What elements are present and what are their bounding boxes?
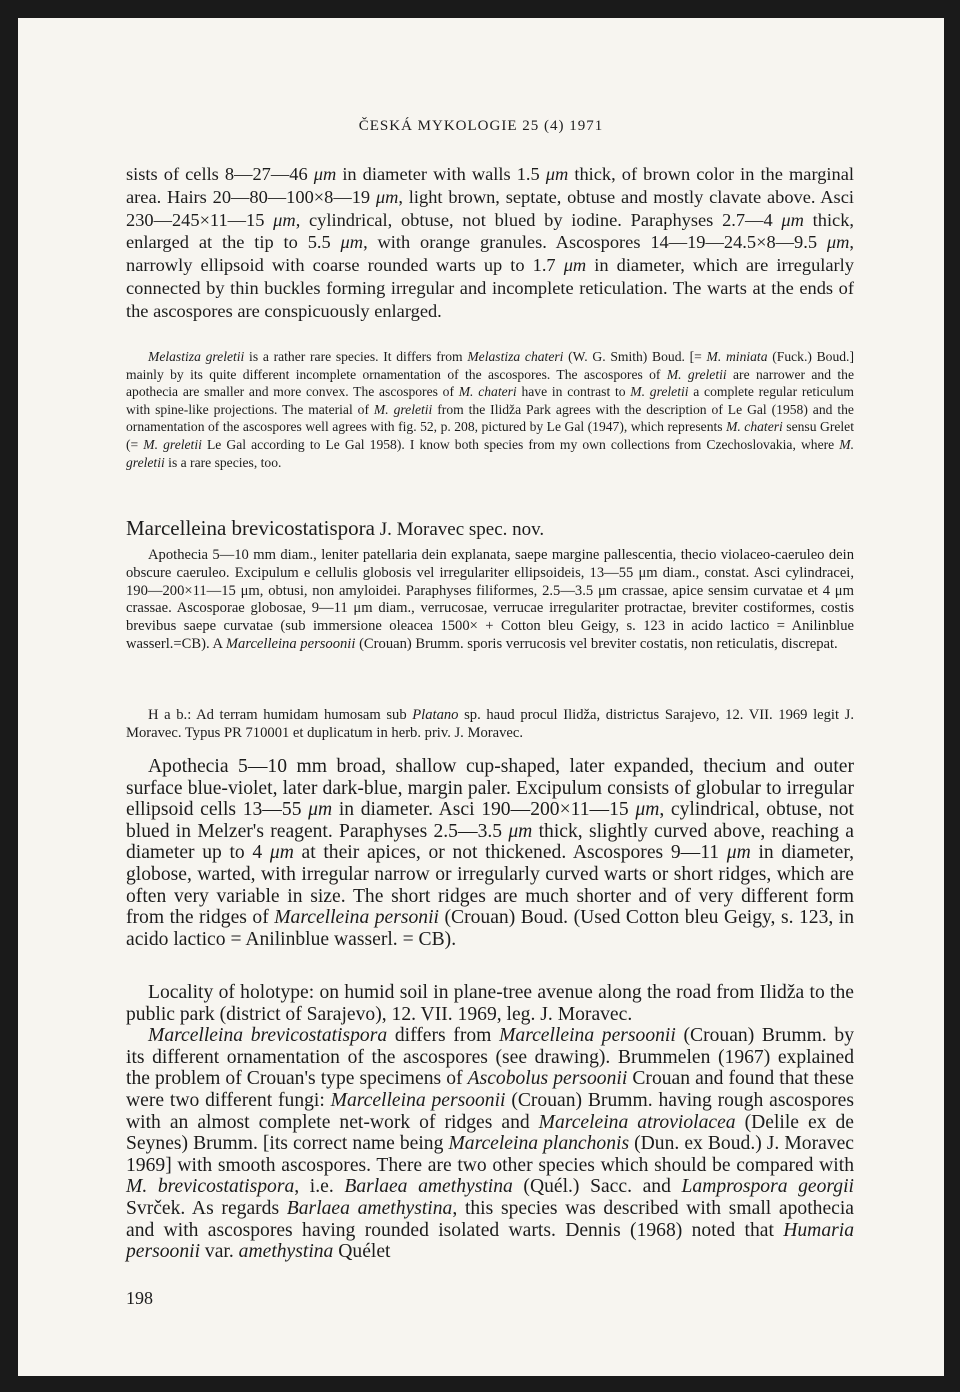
journal-page — [18, 18, 944, 1376]
species-note-paragraph: Melastiza greletii is a rather rare species. It differs from Melastiza chateri (W. G. Smith) Boud. [= M. miniata (Fuck.) Boud.] mainly by its quite different incomplete ornamentation of the ascospores. The ascospores of M. greletii are narrower and the apothecia are smaller and more convex. The ascospores of M. chateri have in contrast to M. greletii a complete regular reticulum with spine-like projections. The material of M. greletii from the Ilidža Park agrees with the description of Le Gal (1958) and the ornamentation of the ascospores well agrees with fig. 52, p. 208, pictured by Le Gal (1947), which represents M. chateri sensu Grelet (= M. greletii Le Gal according to Le Gal 1958). I know both species from my own collections from Czechoslovakia, where M. greletii is a rare species, too. — [126, 349, 854, 470]
discussion-paragraph: Marcelleina brevicostatispora differs from Marcelleina persoonii (Crouan) Brumm. by its different ornamentation of the ascospores (see drawing). Brummelen (1967) explained the problem of Crouan's type specimens of Ascobolus persoonii Crouan and found that these were two different fungi: Marcelleina persoonii (Crouan) Brumm. having rough ascospores with an almost complete net-work of ridges and Marceleina atroviolacea (Delile ex de Seynes) Brumm. [its correct name being Marceleina planchonis (Dun. ex Boud.) J. Moravec 1969] with smooth ascospores. There are two other species which should be compared with M. brevicostatispora, i.e. Barlaea amethystina (Quél.) Sacc. and Lamprospora georgii Svrček. As regards Barlaea amethystina, this species was described with small apothecia and with ascospores having rounded isolated warts. Dennis (1968) noted that Humaria persoonii var. amethystina Quélet — [126, 1025, 855, 1263]
running-header: ČESKÁ MYKOLOGIE 25 (4) 1971 — [358, 118, 604, 134]
english-description: Apothecia 5—10 mm broad, shallow cup-shaped, later expanded, thecium and outer surface blue-violet, later dark-blue, margin paler. Excipulum consists of globular to irregular ellipsoid cells 13—55 μm in diameter. Asci 190—200×11—15 μm, cylindrical, obtuse, not blued in Melzer's reagent. Paraphyses 2.5—3.5 μm thick, slightly curved above, reaching a diameter up to 4 μm at their apices, or not thickened. Ascospores 9—11 μm in diameter, globose, warted, with irregular narrow or irregularly curved warts or short ridges, which are often very variable in size. The short ridges are much shorter and of very different form from the ridges of Marcelleina personii (Crouan) Boud. (Used Cotton bleu Geigy, s. 123, in acido lactico = Anilinblue wasserl. = CB). — [126, 756, 855, 950]
species-author: J. Moravec spec. nov. — [374, 519, 545, 540]
species-name: Marcelleina brevicostatispora — [126, 516, 375, 540]
habitat-label: H a b.: — [148, 707, 192, 723]
habitat-paragraph: H a b.: Ad terram humidam humosam sub Platano sp. haud procul Ilidža, districtus Sarajevo, 12. VII. 1969 legit J. Moravec. Typus PR 710001 et duplicatum in herb. priv. J. Moravec. — [126, 707, 854, 741]
page-number: 198 — [126, 1288, 153, 1308]
locality-paragraph: Locality of holotype: on humid soil in plane-tree avenue along the road from Ilidža to the public park (district of Sarajevo), 12. VII. 1969, leg. J. Moravec. — [126, 982, 854, 1025]
species-heading — [126, 515, 854, 543]
continued-paragraph: sists of cells 8—27—46 μm in diameter with walls 1.5 μm thick, of brown color in the marginal area. Hairs 20—80—100×8—19 μm, light brown, septate, obtuse and mostly clavate above. Asci 230—245×11—15 μm, cylindrical, obtuse, not blued by iodine. Paraphyses 2.7—4 μm thick, enlarged at the tip to 5.5 μm, with orange granules. Ascospores 14—19—24.5×8—9.5 μm, narrowly ellipsoid with coarse rounded warts up to 1.7 μm in diameter, which are irregularly connected by thin buckles forming irregular and incomplete reticulation. The warts at the ends of the ascospores are conspicuously enlarged. — [126, 164, 855, 321]
latin-diagnosis: Apothecia 5—10 mm diam., leniter patellaria dein explanata, saepe margine pallescentia, thecio violaceo-caeruleo dein obscure caeruleo. Excipulum e cellulis globosis vel irregulariter ellipsoideis, 13—55 μm diam., constat. Asci cylindracei, 190—200×11—15 μm, obtusi, non amyloidei. Paraphyses filiformes, 2.5—3.5 μm crassae, apice sensim curvatae et 4 μm crassae. Ascosporae globosae, 9—11 μm diam., verrucosae, verrucae irregulariter protractae, breviter costiformes, costis brevibus saepe curvatae (sub immersione oleacea 1500× + Cotton bleu Geigy, s. 123 in acido lactico = Anilinblue wasserl.=CB). A Marcelleina persoonii (Crouan) Brumm. sporis verrucosis vel breviter costatis, non reticulatis, discrepat. — [126, 547, 854, 652]
locality-section — [126, 982, 854, 1263]
